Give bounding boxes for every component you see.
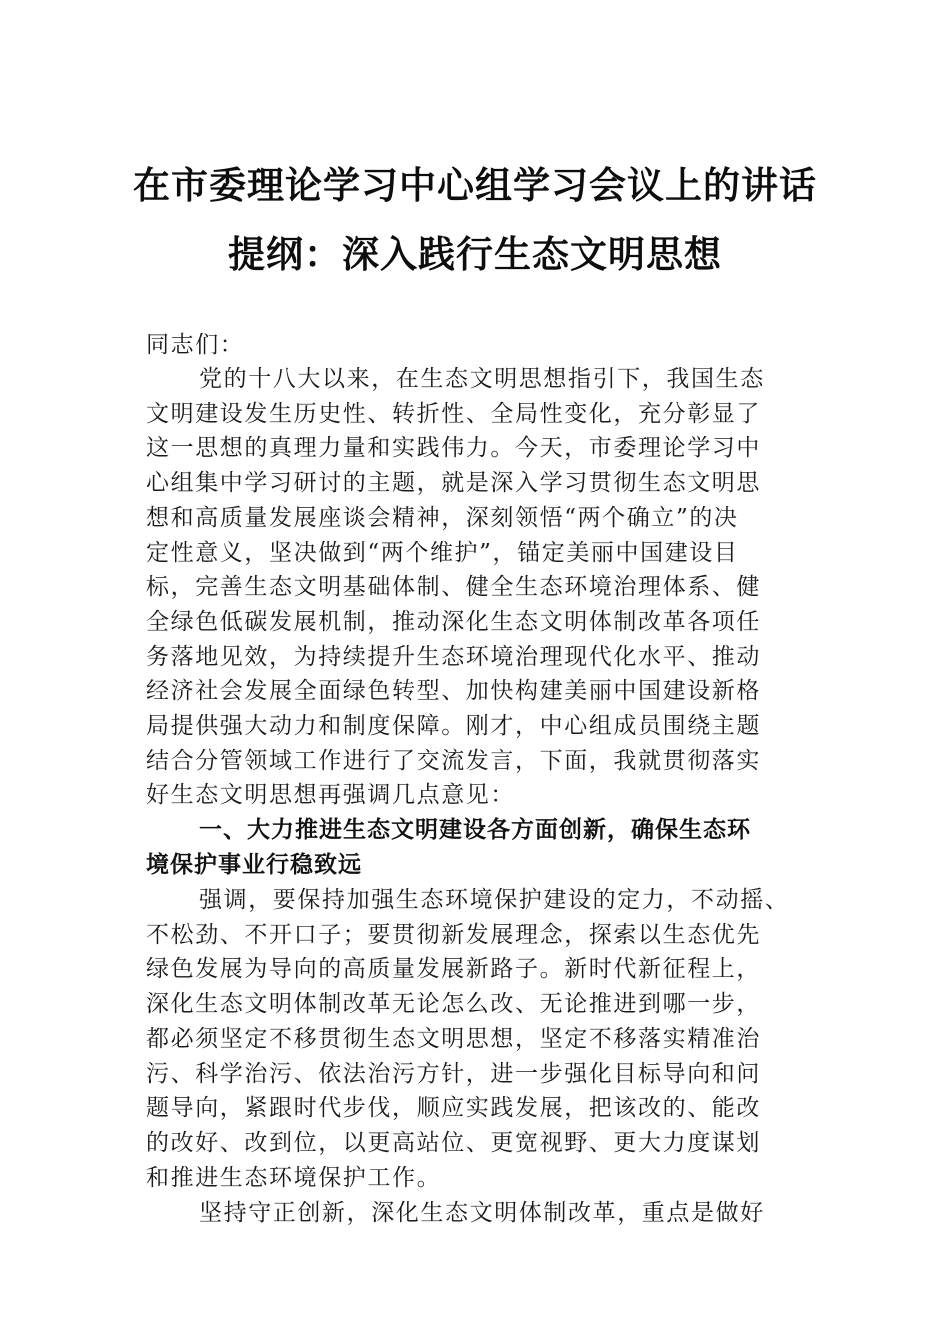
paragraph-1-line: 局提供强大动力和制度保障。刚才，中心组成员围绕主题	[146, 713, 761, 740]
document-title-line-2: 提纲：深入践行生态文明思想	[228, 232, 722, 276]
paragraph-1-line: 全绿色低碳发展机制，推动深化生态文明体制改革各项任	[146, 608, 761, 635]
paragraph-2	[146, 883, 806, 1195]
section-heading-1-line: 一、大力推进生态文明建设各方面创新，确保生态环	[199, 817, 751, 843]
paragraph-2-line: 不松劲、不开口子；要贯彻新发展理念，探索以生态优先	[146, 921, 761, 948]
paragraph-2-line: 强调，要保持加强生态环境保护建设的定力，不动摇、	[199, 887, 790, 913]
paragraph-1-line: 务落地见效，为持续提升生态环境治理现代化水平、推动	[146, 643, 761, 670]
paragraph-2-line: 深化生态文明体制改革无论怎么改、无论推进到哪一步，	[146, 991, 761, 1018]
paragraph-2-line: 题导向，紧跟时代步伐，顺应实践发展，把该改的、能改	[146, 1095, 761, 1122]
paragraph-2-line: 绿色发展为导向的高质量发展新路子。新时代新征程上，	[146, 956, 761, 983]
paragraph-1-line: 党的十八大以来，在生态文明思想指引下，我国生态	[199, 366, 765, 392]
paragraph-1-line: 结合分管领域工作进行了交流发言，下面，我就贯彻落实	[146, 747, 761, 774]
paragraph-1-line: 文明建设发生历史性、转折性、全局性变化，充分彰显了	[146, 400, 761, 427]
paragraph-1-line: 心组集中学习研讨的主题，就是深入学习贯彻生态文明思	[146, 470, 761, 497]
paragraph-1-line: 想和高质量发展座谈会精神，深刻领悟“两个确立”的决	[146, 504, 739, 531]
paragraph-1-line: 好生态文明思想再强调几点意见：	[146, 782, 515, 809]
paragraph-2-line: 污、科学治污、依法治污方针，进一步强化目标导向和问	[146, 1060, 761, 1087]
paragraph-1-line: 定性意义，坚决做到“两个维护”，锚定美丽中国建设目	[146, 539, 739, 566]
paragraph-1	[146, 362, 806, 813]
paragraph-1-line: 经济社会发展全面绿色转型、加快构建美丽中国建设新格	[146, 678, 761, 705]
paragraph-1-line: 这一思想的真理力量和实践伟力。今天，市委理论学习中	[146, 435, 761, 462]
paragraph-2-line: 的改好、改到位，以更高站位、更宽视野、更大力度谋划	[146, 1129, 761, 1156]
paragraph-1-line: 标，完善生态文明基础体制、健全生态环境治理体系、健	[146, 574, 761, 601]
paragraph-3-line: 坚持守正创新，深化生态文明体制改革，重点是做好	[199, 1200, 765, 1226]
paragraph-2-line: 和推进生态环境保护工作。	[146, 1164, 442, 1191]
section-heading-1	[146, 813, 806, 882]
salutation: 同志们：	[146, 332, 245, 358]
paragraph-2-line: 都必须坚定不移贯彻生态文明思想，坚定不移落实精准治	[146, 1025, 761, 1052]
section-heading-1-line: 境保护事业行稳致远	[146, 851, 362, 878]
document-title-line-1: 在市委理论学习中心组学习会议上的讲话	[133, 163, 817, 207]
paragraph-3	[146, 1196, 806, 1231]
